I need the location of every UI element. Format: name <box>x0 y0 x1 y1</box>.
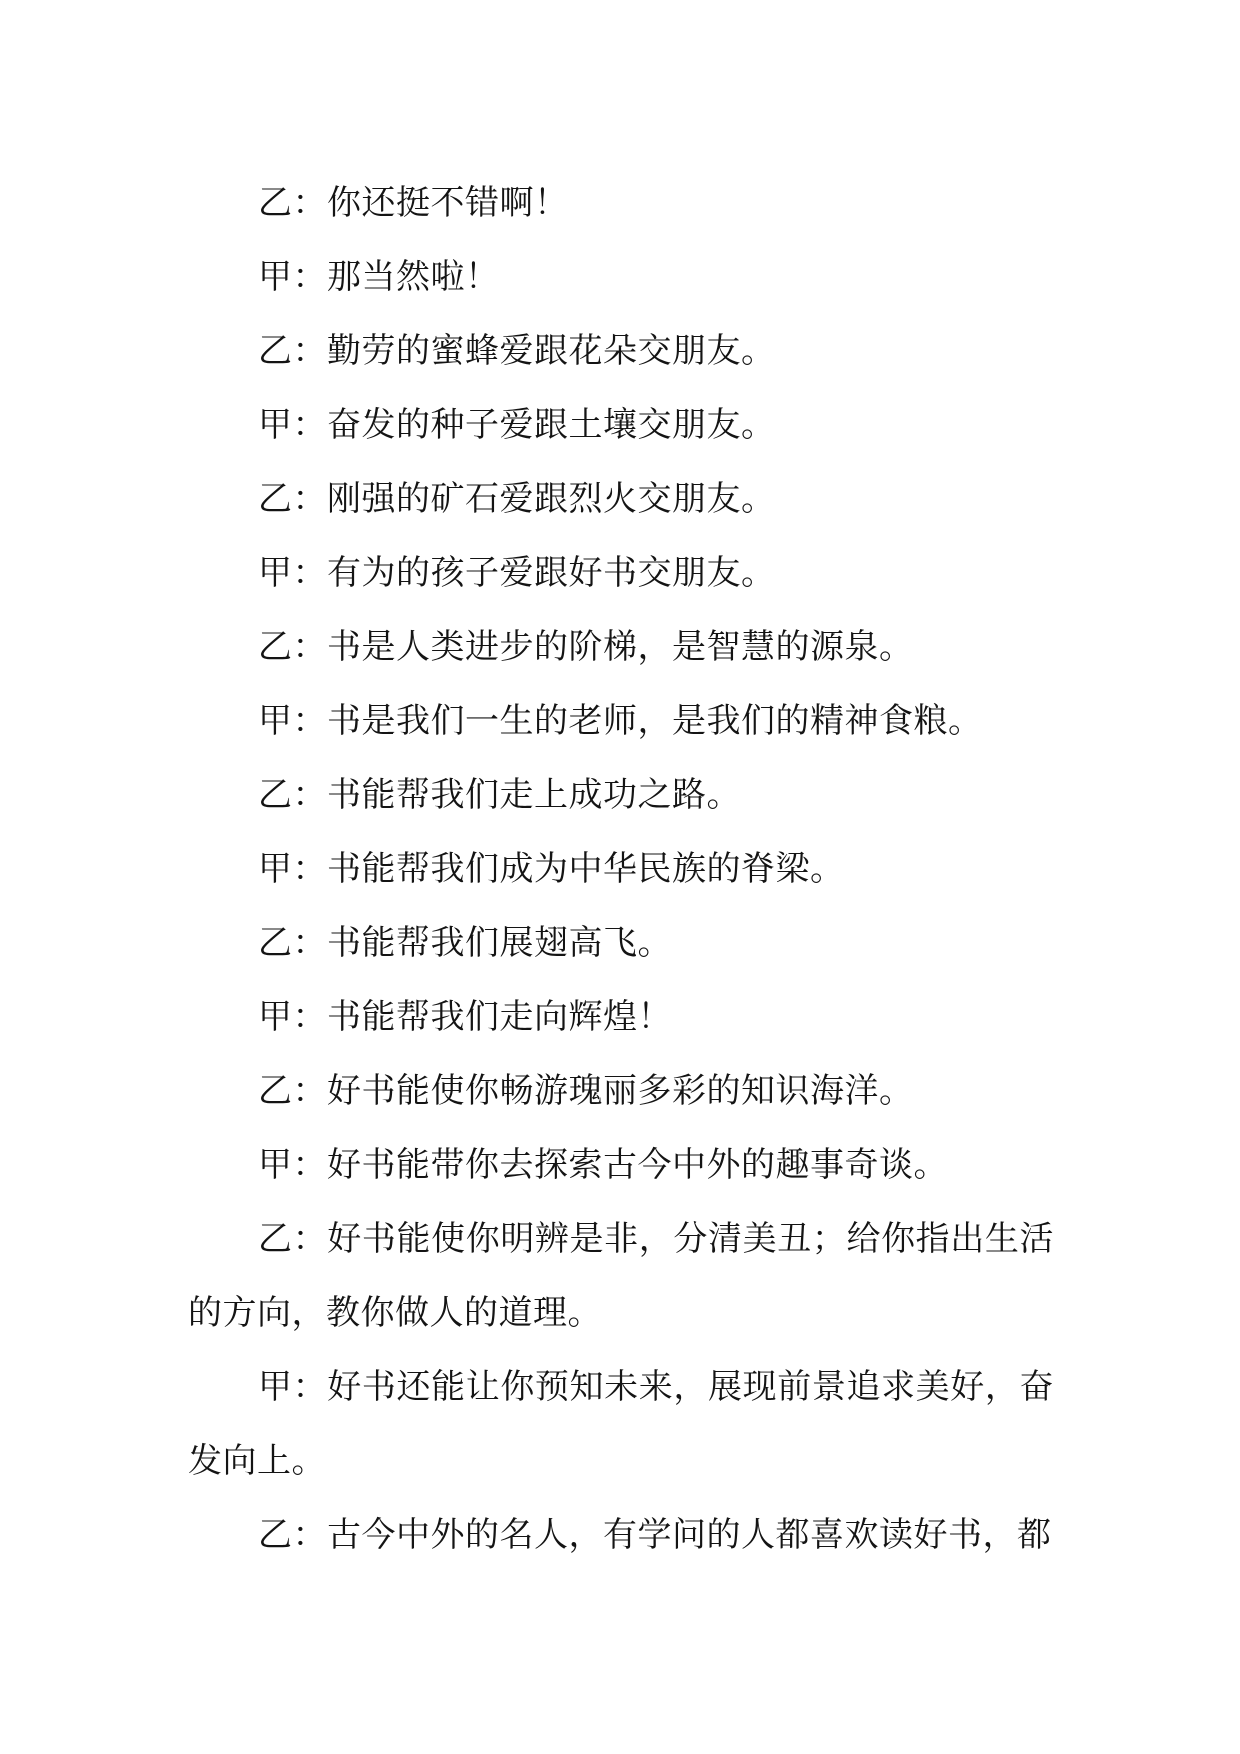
dialogue-text: 刚强的矿石爱跟烈火交朋友。 <box>327 479 776 519</box>
speaker-separator: ： <box>292 1367 328 1407</box>
speaker-separator: ： <box>292 183 327 223</box>
dialogue-text: 你还挺不错啊！ <box>327 183 569 223</box>
speaker-separator: ： <box>292 849 327 889</box>
speaker-label: 甲 <box>258 1145 293 1185</box>
dialogue-line <box>188 980 1054 1054</box>
speaker-separator: ： <box>292 627 327 667</box>
speaker-label: 乙 <box>258 479 293 519</box>
speaker-separator: ： <box>292 923 327 963</box>
dialogue-text: 勤劳的蜜蜂爱跟花朵交朋友。 <box>327 331 776 371</box>
dialogue-text: 那当然啦！ <box>327 257 500 297</box>
dialogue-line <box>188 1350 1054 1498</box>
speaker-label: 甲 <box>258 701 293 741</box>
dialogue-body <box>188 166 1054 1572</box>
dialogue-line <box>188 536 1054 610</box>
dialogue-line <box>188 758 1054 832</box>
speaker-label: 乙 <box>258 627 293 667</box>
dialogue-text: 书能帮我们展翅高飞。 <box>327 923 672 963</box>
dialogue-line <box>188 684 1054 758</box>
dialogue-text: 奋发的种子爱跟土壤交朋友。 <box>327 405 776 445</box>
dialogue-line <box>188 314 1054 388</box>
dialogue-line <box>188 610 1054 684</box>
dialogue-line <box>188 166 1054 240</box>
speaker-separator: ： <box>292 1219 328 1259</box>
dialogue-text: 好书能使你畅游瑰丽多彩的知识海洋。 <box>327 1071 914 1111</box>
dialogue-text: 书是人类进步的阶梯，是智慧的源泉。 <box>327 627 914 667</box>
dialogue-text: 古今中外的名人，有学问的人都喜欢读好书，都 <box>327 1515 1052 1555</box>
speaker-label: 甲 <box>258 997 293 1037</box>
dialogue-text: 书能帮我们走上成功之路。 <box>327 775 741 815</box>
speaker-label: 乙 <box>258 1071 293 1111</box>
dialogue-line <box>188 1054 1054 1128</box>
dialogue-line <box>188 1202 1054 1350</box>
dialogue-line <box>188 240 1054 314</box>
speaker-separator: ： <box>292 479 327 519</box>
speaker-label: 乙 <box>258 775 293 815</box>
speaker-label: 甲 <box>258 849 293 889</box>
dialogue-text: 有为的孩子爱跟好书交朋友。 <box>327 553 776 593</box>
dialogue-line <box>188 1128 1054 1202</box>
speaker-label: 乙 <box>258 1219 293 1259</box>
speaker-separator: ： <box>292 997 327 1037</box>
dialogue-text: 书能帮我们走向辉煌！ <box>327 997 672 1037</box>
speaker-separator: ： <box>292 1145 327 1185</box>
speaker-separator: ： <box>292 331 327 371</box>
dialogue-text: 好书还能让你预知未来，展现前景追求美好，奋发向上。 <box>188 1367 1055 1481</box>
dialogue-text: 书是我们一生的老师，是我们的精神食粮。 <box>327 701 983 741</box>
speaker-label: 乙 <box>258 183 293 223</box>
dialogue-text: 书能帮我们成为中华民族的脊梁。 <box>327 849 845 889</box>
speaker-label: 乙 <box>258 923 293 963</box>
speaker-label: 甲 <box>258 257 293 297</box>
speaker-label: 乙 <box>258 1515 293 1555</box>
speaker-separator: ： <box>292 257 327 297</box>
speaker-separator: ： <box>292 701 327 741</box>
dialogue-line <box>188 462 1054 536</box>
dialogue-line <box>188 1498 1054 1572</box>
speaker-separator: ： <box>292 1515 327 1555</box>
speaker-separator: ： <box>292 405 327 445</box>
speaker-separator: ： <box>292 1071 327 1111</box>
speaker-separator: ： <box>292 553 327 593</box>
speaker-label: 甲 <box>258 1367 293 1407</box>
dialogue-text: 好书能使你明辨是非，分清美丑；给你指出生活的方向，教你做人的道理。 <box>188 1219 1055 1333</box>
dialogue-text: 好书能带你去探索古今中外的趣事奇谈。 <box>327 1145 948 1185</box>
speaker-label: 甲 <box>258 553 293 593</box>
speaker-label: 甲 <box>258 405 293 445</box>
dialogue-line <box>188 906 1054 980</box>
dialogue-line <box>188 388 1054 462</box>
dialogue-line <box>188 832 1054 906</box>
speaker-separator: ： <box>292 775 327 815</box>
speaker-label: 乙 <box>258 331 293 371</box>
